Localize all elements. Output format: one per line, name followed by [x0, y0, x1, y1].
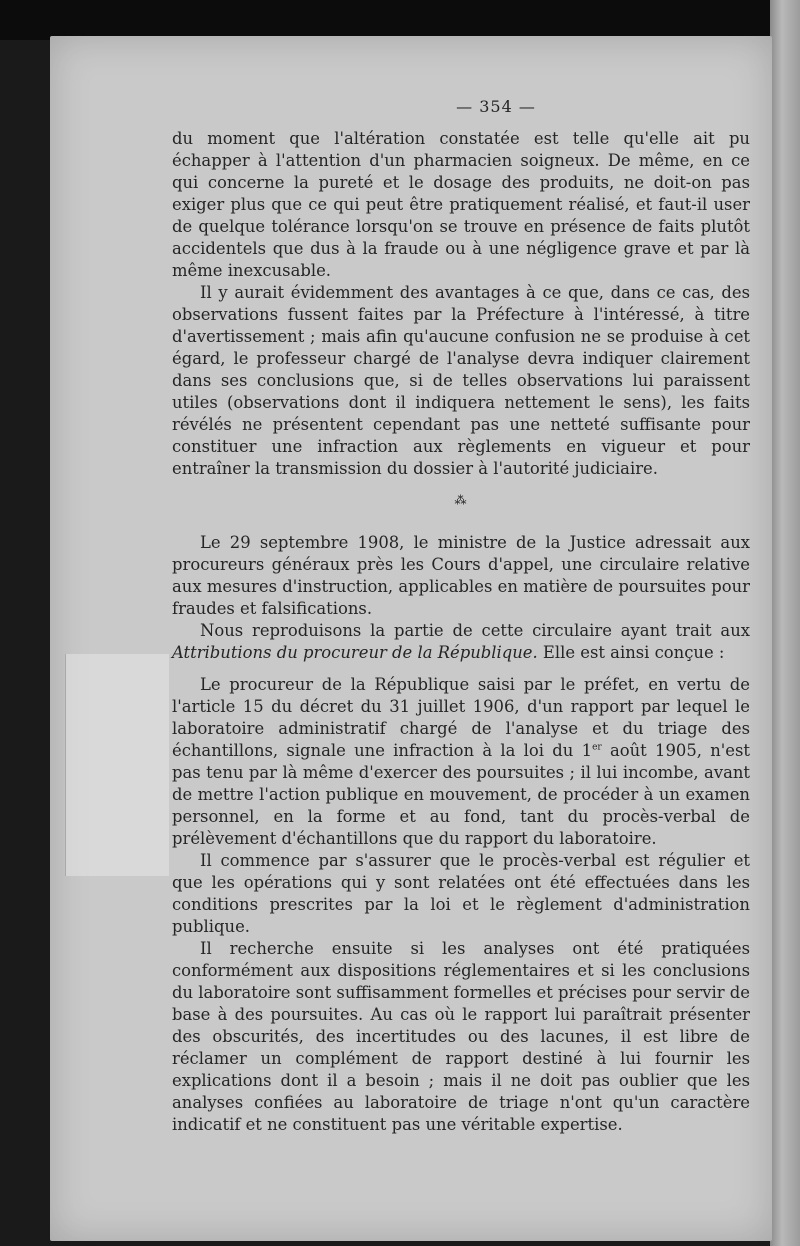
italic-title: Attributions du procureur de la République. [172, 643, 538, 662]
page-stain [65, 654, 169, 876]
quote-paragraph: Il commence par s'assurer que le procès-verbal est régulier et que les opérations qui y sont relatées ont été effectuées dans les conditions prescrites par la loi et le règlement d'administration publique. [172, 851, 750, 936]
paragraph: Le 29 septembre 1908, le ministre de la Justice adressait aux procureurs généraux près les Cours d'appel, une circulaire relative aux mesures d'instruction, applicables en matière de poursuites pour fraudes et falsifications. [172, 533, 750, 618]
book-page [50, 36, 772, 1241]
page-content [172, 96, 750, 1136]
ordinal-superscript: er [592, 742, 602, 753]
paragraph: Il y aurait évidemment des avantages à ce que, dans ce cas, des observations fussent faites par la Préfecture à l'intéressé, à titre d'avertissement ; mais afin qu'aucune confusion ne se produise à cet égard, le professeur chargé de l'analyse devra indiquer clairement dans ses conclusions que, si de telles observations lui paraissent utiles (observations dont il indiquera nettement le sens), les faits révélés ne présentent cependant pas une netteté suffisante pour constituer une infraction aux règlements en vigueur et pour entraîner la transmission du dossier à l'autorité judiciaire. [172, 283, 750, 478]
intro-text: Nous reproduisons la partie de cette circulaire ayant trait aux [200, 621, 750, 640]
quote-paragraph [172, 674, 750, 850]
quote-text-end: août 1905, n'est pas tenu par là même d'exercer des poursuites ; il lui incombe, avant de mettre l'action publique en mouvement, de procéder à un examen personnel, en la forme et au fond, tant du procès-verbal de prélèvement d'échantillons que du rapport du laboratoire. [172, 741, 750, 848]
quote-paragraph: Il recherche ensuite si les analyses ont été pratiquées conformément aux dispositions réglementaires et si les conclusions du laboratoire sont suffisamment formelles et précises pour servir de base à des poursuites. Au cas où le rapport lui paraîtrait présenter des obscurités, des incertitudes ou des lacunes, il est libre de réclamer un complément de rapport destiné à lui fournir les explications dont il a besoin ; mais il ne doit pas oublier que les analyses confiées au laboratoire de triage n'ont qu'un caractère indicatif et ne constituent pas une véritable expertise. [172, 939, 750, 1134]
paragraph: du moment que l'altération constatée est telle qu'elle ait pu échapper à l'attention d'un pharmacien soigneux. De même, en ce qui concerne la pureté et le dosage des produits, ne doit-on pas exiger plus que ce qui peut être pratiquement réalisé, et faut-il user de quelque tolérance lorsqu'on se trouve en présence de faits plutôt accidentels que dus à la fraude ou à une négligence grave et par là même inexcusable. [172, 129, 750, 280]
intro-paragraph [172, 620, 750, 664]
intro-text-end: Elle est ainsi conçue : [537, 643, 725, 662]
scan-background [0, 0, 800, 40]
book-spine [770, 0, 800, 1246]
page-number: — 354 — [456, 97, 536, 116]
quote-text: Le procureur de la République saisi par le préfet, en vertu de l'article 15 du décret du 31 juillet 1906, d'un rapport par lequel le laboratoire administratif chargé de l'analyse et du triage des échantillons, signale une infraction à la loi du 1 [172, 675, 750, 760]
section-break-asterism: ⁂ [454, 493, 468, 507]
